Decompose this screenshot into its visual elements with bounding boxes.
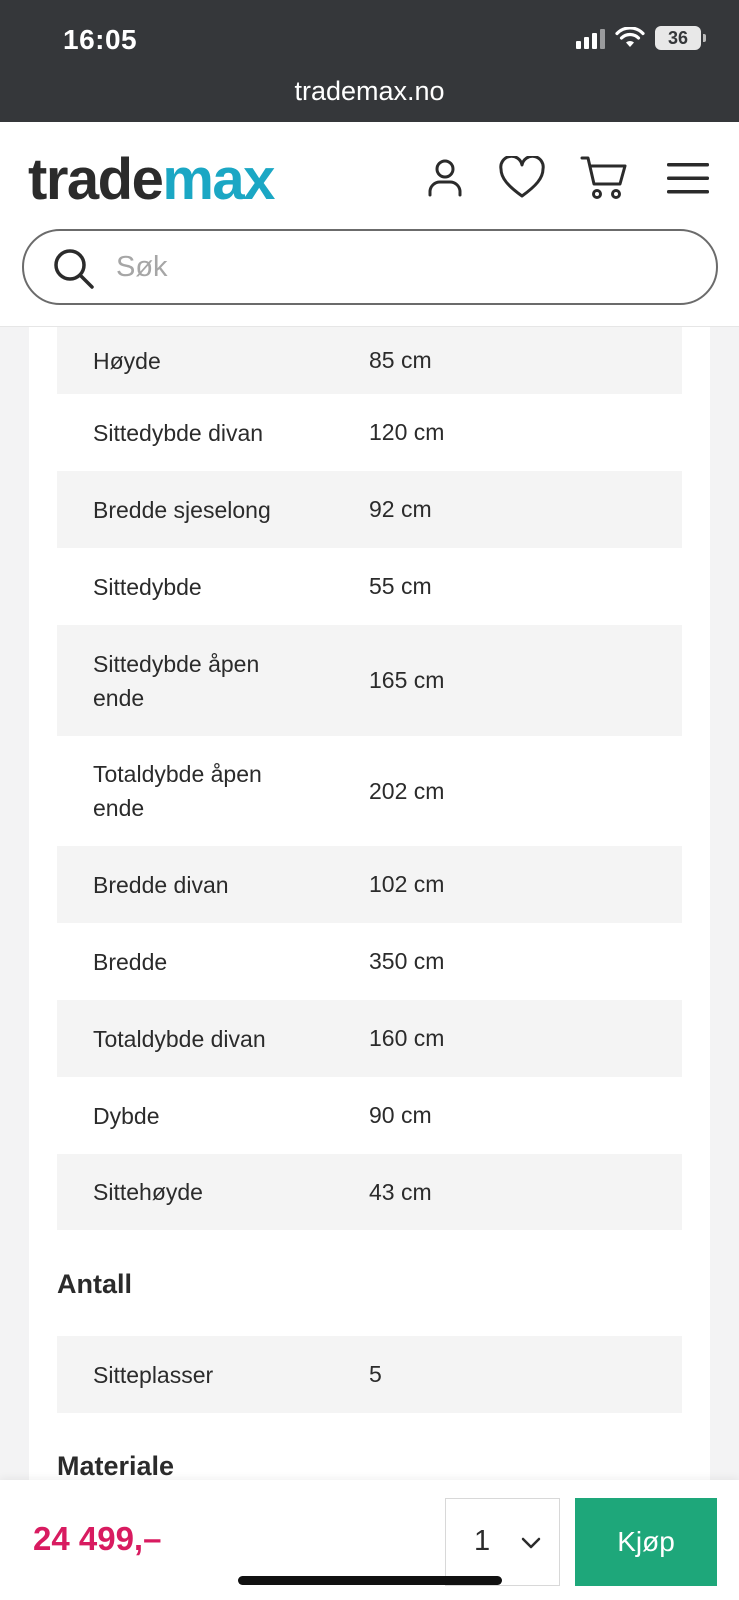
table-row <box>57 327 682 394</box>
home-indicator <box>238 1576 502 1585</box>
spec-value: 160 cm <box>369 1025 445 1051</box>
spec-label: Sittedybde <box>93 573 202 600</box>
table-row <box>57 548 682 625</box>
search-bar[interactable] <box>22 229 718 305</box>
spec-value: 165 cm <box>369 667 445 693</box>
buy-button[interactable]: Kjøp <box>575 1498 717 1586</box>
spec-label: Sittedybde divan <box>93 419 264 446</box>
spec-value: 350 cm <box>369 948 445 974</box>
section-title-materiale: Materiale <box>57 1451 175 1480</box>
spec-value: 120 cm <box>369 419 445 445</box>
spec-label: Totaldybde åpen ende <box>93 761 262 821</box>
status-time: 16:05 <box>63 24 138 55</box>
logo-text-trade: trade <box>28 147 163 212</box>
heart-icon[interactable] <box>496 152 548 204</box>
spec-value: 102 cm <box>369 871 445 897</box>
menu-icon[interactable] <box>664 152 712 204</box>
table-row <box>57 1336 682 1413</box>
cart-icon[interactable] <box>578 152 630 204</box>
chevron-down-icon <box>521 1537 541 1549</box>
spec-label: Sittedybde åpen ende <box>93 650 260 711</box>
spec-value: 5 <box>369 1361 382 1387</box>
spec-label: Totaldybde divan <box>93 1025 266 1052</box>
search-input[interactable] <box>116 245 676 289</box>
search-icon <box>52 247 96 291</box>
quantity-value: 1 <box>474 1525 491 1557</box>
table-row <box>57 1000 682 1077</box>
table-row <box>57 625 682 736</box>
spec-value: 202 cm <box>369 777 445 804</box>
spec-label: Sittehøyde <box>93 1179 203 1205</box>
spec-label: Høyde <box>93 347 161 374</box>
spec-value: 90 cm <box>369 1102 432 1128</box>
dimensions-table <box>57 327 682 1230</box>
user-icon[interactable] <box>419 152 471 204</box>
trademax-logo[interactable] <box>28 146 274 213</box>
table-row <box>57 923 682 1000</box>
price: 24 499,– <box>33 1520 162 1557</box>
table-row <box>57 1077 682 1154</box>
logo-text-max: max <box>162 147 274 212</box>
battery-icon: 36 <box>655 26 701 50</box>
table-row <box>57 471 682 548</box>
browser-top-bar <box>0 0 739 122</box>
spec-value: 85 cm <box>369 347 432 373</box>
table-row <box>57 394 682 471</box>
table-row <box>57 1154 682 1230</box>
spec-label: Bredde <box>93 948 168 975</box>
site-header <box>0 122 739 327</box>
spec-value: 43 cm <box>369 1178 432 1205</box>
quantity-select[interactable] <box>445 1498 560 1586</box>
spec-value: 55 cm <box>369 573 432 599</box>
product-specs-card <box>29 327 710 1480</box>
section-title-antall: Antall <box>57 1269 133 1299</box>
status-icons <box>576 26 701 50</box>
quantity-table <box>57 1336 682 1413</box>
spec-label: Dybde <box>93 1102 160 1129</box>
wifi-icon <box>615 27 645 49</box>
spec-label: Bredde sjeselong <box>93 496 271 523</box>
table-row <box>57 846 682 923</box>
spec-value: 92 cm <box>369 496 432 522</box>
url-bar[interactable]: trademax.no <box>294 76 445 106</box>
spec-label: Sitteplasser <box>93 1361 214 1388</box>
cellular-signal-icon <box>576 27 605 49</box>
spec-label: Bredde divan <box>93 871 229 898</box>
table-row <box>57 736 682 846</box>
